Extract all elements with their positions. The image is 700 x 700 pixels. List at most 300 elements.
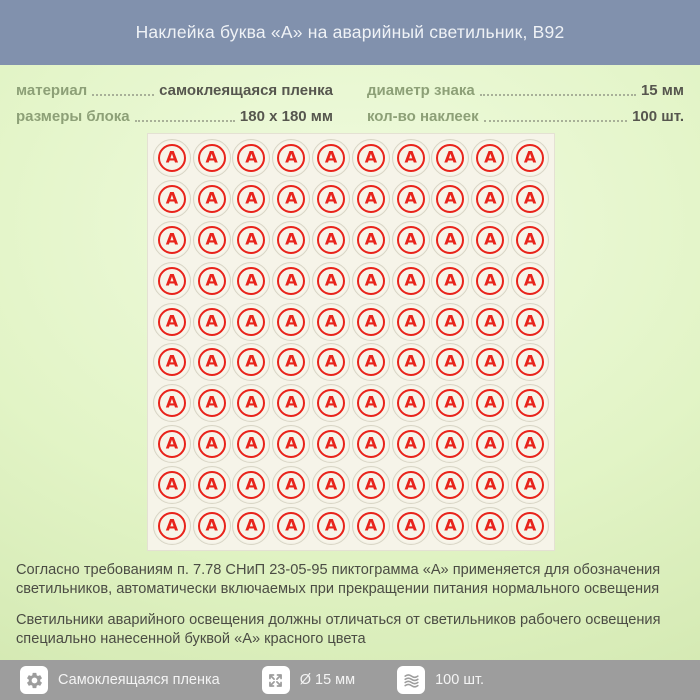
sticker-red-ring — [397, 430, 425, 458]
sticker-diecut-circle — [232, 221, 270, 259]
sticker-letter-a: А — [245, 474, 258, 494]
sticker-a — [311, 138, 351, 179]
sticker-a — [351, 220, 391, 261]
sticker-red-ring — [516, 389, 544, 417]
sticker-diecut-circle — [193, 466, 231, 504]
sticker-diecut-circle — [153, 384, 191, 422]
sticker-letter-a: А — [484, 311, 497, 331]
sticker-red-ring — [237, 267, 265, 295]
sticker-diecut-circle — [392, 221, 430, 259]
sticker-red-ring — [237, 144, 265, 172]
sticker-red-ring — [476, 226, 504, 254]
sticker-letter-a: А — [165, 351, 179, 371]
sticker-a — [192, 383, 232, 424]
sticker-red-ring — [357, 144, 385, 172]
sticker-red-ring — [516, 226, 544, 254]
sticker-a — [391, 179, 431, 220]
sticker-red-ring — [237, 185, 265, 213]
sticker-red-ring — [237, 389, 265, 417]
spec-label: материал — [16, 82, 88, 99]
notes-section — [16, 561, 690, 661]
sticker-a — [510, 260, 550, 301]
spec-row-sticker-count — [367, 106, 684, 125]
sticker-letter-a: А — [165, 270, 179, 290]
sticker-letter-a: А — [245, 392, 258, 412]
sticker-diecut-circle — [312, 262, 350, 300]
sticker-a — [470, 383, 510, 424]
sticker-diecut-circle — [153, 507, 191, 545]
sticker-a — [351, 505, 391, 546]
sticker-letter-a: А — [245, 433, 258, 453]
sticker-red-ring — [516, 267, 544, 295]
sticker-diecut-circle — [431, 384, 469, 422]
sticker-a — [152, 138, 192, 179]
sticker-letter-a: А — [484, 392, 497, 412]
sticker-a — [351, 424, 391, 465]
sticker-letter-a: А — [364, 270, 378, 290]
spec-label: кол-во наклеек — [367, 108, 479, 125]
sticker-red-ring — [237, 348, 265, 376]
sticker-a — [351, 301, 391, 342]
sticker-diecut-circle — [471, 262, 509, 300]
sticker-diecut-circle — [153, 303, 191, 341]
sticker-red-ring — [516, 185, 544, 213]
sticker-letter-a: А — [444, 392, 457, 412]
sticker-a — [311, 505, 351, 546]
sticker-a — [391, 138, 431, 179]
sticker-letter-a: А — [444, 311, 457, 331]
sticker-letter-a: А — [484, 188, 497, 208]
sticker-diecut-circle — [232, 507, 270, 545]
sticker-letter-a: А — [205, 147, 218, 167]
sticker-red-ring — [317, 226, 345, 254]
sticker-letter-a: А — [444, 433, 457, 453]
sticker-letter-a: А — [245, 147, 258, 167]
sticker-diecut-circle — [471, 425, 509, 463]
sticker-letter-a: А — [404, 351, 417, 371]
sticker-a — [152, 179, 192, 220]
sticker-a — [351, 179, 391, 220]
sticker-a — [311, 301, 351, 342]
sticker-red-ring — [357, 267, 385, 295]
sticker-letter-a: А — [165, 229, 179, 249]
sticker-diecut-circle — [511, 343, 549, 381]
sticker-a — [311, 260, 351, 301]
sticker-a — [470, 138, 510, 179]
note-emergency-lights: Светильники аварийного освещения должны отличаться от светильников рабочего освещения специально нанесенной буквой «А» красного цвета — [16, 611, 661, 648]
sticker-red-ring — [277, 267, 305, 295]
sticker-diecut-circle — [431, 262, 469, 300]
sticker-red-ring — [198, 144, 226, 172]
sticker-letter-a: А — [165, 147, 179, 167]
sticker-red-ring — [198, 226, 226, 254]
sticker-a — [391, 301, 431, 342]
sticker-letter-a: А — [205, 270, 218, 290]
sticker-diecut-circle — [232, 384, 270, 422]
sticker-diecut-circle — [352, 139, 390, 177]
sticker-a — [311, 424, 351, 465]
sticker-letter-a: А — [364, 515, 378, 535]
sticker-a — [470, 301, 510, 342]
spec-value: самоклеящаяся пленка — [159, 82, 333, 99]
sticker-diecut-circle — [352, 507, 390, 545]
sticker-diecut-circle — [312, 343, 350, 381]
sticker-a — [311, 383, 351, 424]
sticker-letter-a: А — [324, 433, 338, 453]
sticker-diecut-circle — [193, 384, 231, 422]
page-title: Наклейка буква «А» на аварийный светильник, B92 — [135, 22, 565, 42]
sticker-a — [351, 260, 391, 301]
sticker-a — [152, 342, 192, 383]
sticker-letter-a: А — [364, 351, 378, 371]
dotted-leader — [480, 94, 636, 96]
sticker-diecut-circle — [511, 466, 549, 504]
spec-label: диаметр знака — [367, 82, 475, 99]
sticker-diecut-circle — [392, 180, 430, 218]
sticker-a — [192, 424, 232, 465]
sticker-red-ring — [198, 308, 226, 336]
sticker-letter-a: А — [523, 392, 537, 412]
sticker-a — [431, 464, 471, 505]
sticker-red-ring — [237, 512, 265, 540]
sticker-a — [391, 260, 431, 301]
sticker-letter-a: А — [523, 229, 537, 249]
sticker-a — [152, 505, 192, 546]
sticker-a — [431, 424, 471, 465]
sticker-letter-a: А — [285, 270, 298, 290]
sticker-letter-a: А — [245, 515, 258, 535]
sticker-red-ring — [237, 471, 265, 499]
sticker-letter-a: А — [324, 351, 338, 371]
sticker-diecut-circle — [392, 343, 430, 381]
sticker-letter-a: А — [165, 392, 179, 412]
sticker-letter-a: А — [285, 188, 298, 208]
sticker-a — [510, 301, 550, 342]
sticker-red-ring — [397, 512, 425, 540]
sticker-diecut-circle — [312, 425, 350, 463]
sticker-diecut-circle — [511, 384, 549, 422]
sticker-diecut-circle — [392, 139, 430, 177]
sticker-letter-a: А — [205, 433, 218, 453]
footer-quantity-label: 100 шт. — [435, 672, 485, 688]
sticker-diecut-circle — [272, 262, 310, 300]
sticker-red-ring — [397, 267, 425, 295]
sticker-red-ring — [277, 389, 305, 417]
sticker-letter-a: А — [444, 229, 457, 249]
sticker-a — [431, 179, 471, 220]
sticker-a — [431, 383, 471, 424]
sticker-letter-a: А — [324, 515, 338, 535]
sticker-red-ring — [476, 389, 504, 417]
sticker-diecut-circle — [272, 466, 310, 504]
sticker-a — [271, 260, 311, 301]
sticker-diecut-circle — [511, 180, 549, 218]
spec-value: 180 x 180 мм — [239, 108, 333, 125]
sticker-red-ring — [397, 144, 425, 172]
sticker-red-ring — [317, 512, 345, 540]
sticker-letter-a: А — [285, 229, 298, 249]
sticker-a — [192, 464, 232, 505]
sticker-diecut-circle — [352, 384, 390, 422]
sticker-letter-a: А — [404, 270, 417, 290]
sticker-letter-a: А — [165, 188, 179, 208]
sticker-letter-a: А — [205, 474, 218, 494]
expand-arrows-icon — [262, 666, 290, 694]
spec-row-block-size — [16, 106, 333, 125]
sticker-a — [510, 383, 550, 424]
spec-label: размеры блока — [16, 108, 130, 125]
sticker-diecut-circle — [392, 425, 430, 463]
sticker-letter-a: А — [404, 392, 417, 412]
sticker-letter-a: А — [484, 474, 497, 494]
sticker-letter-a: А — [484, 351, 497, 371]
sticker-diecut-circle — [431, 303, 469, 341]
sticker-diecut-circle — [312, 507, 350, 545]
sticker-a — [311, 342, 351, 383]
sticker-a — [232, 342, 272, 383]
sticker-letter-a: А — [165, 433, 179, 453]
sticker-diecut-circle — [272, 343, 310, 381]
sticker-a — [470, 424, 510, 465]
sticker-letter-a: А — [523, 474, 537, 494]
sticker-a — [192, 342, 232, 383]
sticker-diecut-circle — [392, 466, 430, 504]
sticker-letter-a: А — [404, 474, 417, 494]
sticker-a — [271, 464, 311, 505]
sticker-red-ring — [436, 144, 464, 172]
sticker-diecut-circle — [511, 303, 549, 341]
sticker-diecut-circle — [232, 180, 270, 218]
sticker-diecut-circle — [272, 139, 310, 177]
sticker-letter-a: А — [205, 188, 218, 208]
sticker-diecut-circle — [431, 425, 469, 463]
sticker-red-ring — [436, 430, 464, 458]
sticker-a — [311, 179, 351, 220]
sticker-red-ring — [436, 512, 464, 540]
sticker-a — [470, 179, 510, 220]
gear-icon — [20, 666, 48, 694]
sticker-diecut-circle — [431, 466, 469, 504]
sticker-a — [271, 424, 311, 465]
sticker-diecut-circle — [153, 139, 191, 177]
sticker-a — [152, 301, 192, 342]
sticker-diecut-circle — [193, 343, 231, 381]
sticker-red-ring — [277, 471, 305, 499]
sticker-red-ring — [317, 308, 345, 336]
footer-item-quantity — [397, 666, 484, 694]
sticker-red-ring — [357, 471, 385, 499]
sticker-red-ring — [277, 226, 305, 254]
sticker-letter-a: А — [444, 147, 457, 167]
sticker-red-ring — [397, 226, 425, 254]
sticker-a — [152, 260, 192, 301]
sticker-a — [271, 301, 311, 342]
sticker-letter-a: А — [245, 311, 258, 331]
sticker-diecut-circle — [352, 425, 390, 463]
sticker-red-ring — [158, 348, 186, 376]
sticker-a — [351, 383, 391, 424]
sticker-a — [232, 424, 272, 465]
sticker-red-ring — [436, 226, 464, 254]
sticker-red-ring — [158, 471, 186, 499]
footer-material-label: Самоклеящаяся пленка — [58, 672, 220, 688]
sticker-letter-a: А — [364, 188, 378, 208]
sticker-red-ring — [277, 185, 305, 213]
sticker-a — [470, 220, 510, 261]
sticker-diecut-circle — [471, 180, 509, 218]
sticker-a — [431, 138, 471, 179]
sticker-red-ring — [476, 348, 504, 376]
sticker-letter-a: А — [324, 229, 338, 249]
sticker-a — [431, 260, 471, 301]
sticker-a — [391, 383, 431, 424]
sticker-letter-a: А — [245, 351, 258, 371]
sticker-diecut-circle — [511, 425, 549, 463]
footer-item-diameter — [262, 666, 355, 694]
sticker-a — [271, 138, 311, 179]
sticker-a — [311, 464, 351, 505]
sticker-red-ring — [397, 185, 425, 213]
sticker-a — [510, 220, 550, 261]
sticker-diecut-circle — [471, 343, 509, 381]
sticker-letter-a: А — [364, 229, 378, 249]
sticker-diecut-circle — [272, 180, 310, 218]
sticker-a — [391, 464, 431, 505]
sticker-diecut-circle — [312, 180, 350, 218]
dotted-leader — [92, 94, 154, 96]
footer-item-material — [20, 666, 220, 694]
sticker-letter-a: А — [404, 188, 417, 208]
sticker-a — [192, 301, 232, 342]
sticker-a — [431, 342, 471, 383]
sticker-a — [470, 505, 510, 546]
sticker-letter-a: А — [245, 188, 258, 208]
sticker-letter-a: А — [523, 515, 537, 535]
sticker-letter-a: А — [444, 188, 457, 208]
sticker-letter-a: А — [165, 515, 179, 535]
sticker-red-ring — [158, 308, 186, 336]
sticker-a — [470, 260, 510, 301]
sticker-diecut-circle — [471, 384, 509, 422]
spec-column-right — [367, 80, 684, 125]
sticker-red-ring — [357, 512, 385, 540]
sticker-red-ring — [476, 267, 504, 295]
sticker-red-ring — [158, 267, 186, 295]
sticker-diecut-circle — [392, 303, 430, 341]
sticker-diecut-circle — [193, 303, 231, 341]
sticker-red-ring — [277, 144, 305, 172]
sticker-a — [192, 220, 232, 261]
sticker-diecut-circle — [352, 180, 390, 218]
sticker-red-ring — [317, 267, 345, 295]
sticker-sheet — [147, 133, 555, 551]
sticker-red-ring — [317, 348, 345, 376]
sticker-letter-a: А — [285, 392, 298, 412]
spec-value: 100 шт. — [632, 108, 684, 125]
sticker-letter-a: А — [245, 270, 258, 290]
sticker-diecut-circle — [392, 384, 430, 422]
sticker-red-ring — [476, 471, 504, 499]
sticker-letter-a: А — [444, 515, 457, 535]
sticker-red-ring — [516, 512, 544, 540]
sticker-red-ring — [317, 471, 345, 499]
sticker-red-ring — [476, 430, 504, 458]
sticker-diecut-circle — [193, 425, 231, 463]
sticker-red-ring — [357, 226, 385, 254]
sticker-red-ring — [357, 430, 385, 458]
sticker-diecut-circle — [272, 303, 310, 341]
sticker-a — [510, 179, 550, 220]
sticker-a — [351, 138, 391, 179]
sticker-diecut-circle — [312, 303, 350, 341]
sticker-diecut-circle — [232, 262, 270, 300]
sticker-diecut-circle — [232, 425, 270, 463]
sticker-letter-a: А — [324, 474, 338, 494]
sticker-diecut-circle — [232, 466, 270, 504]
sticker-letter-a: А — [364, 433, 378, 453]
sticker-diecut-circle — [153, 466, 191, 504]
sticker-letter-a: А — [324, 270, 338, 290]
sticker-a — [351, 342, 391, 383]
sticker-diecut-circle — [272, 507, 310, 545]
sticker-red-ring — [397, 348, 425, 376]
sticker-red-ring — [436, 185, 464, 213]
sticker-diecut-circle — [352, 343, 390, 381]
dotted-leader — [484, 120, 628, 122]
sticker-a — [232, 301, 272, 342]
sticker-letter-a: А — [245, 229, 258, 249]
sticker-a — [271, 220, 311, 261]
sticker-letter-a: А — [523, 311, 537, 331]
sticker-diecut-circle — [431, 180, 469, 218]
sticker-red-ring — [277, 348, 305, 376]
sticker-diecut-circle — [193, 221, 231, 259]
sticker-a — [510, 138, 550, 179]
sticker-diecut-circle — [193, 180, 231, 218]
sticker-letter-a: А — [205, 311, 218, 331]
sticker-letter-a: А — [165, 311, 179, 331]
sticker-a — [271, 179, 311, 220]
sticker-a — [391, 342, 431, 383]
sticker-diecut-circle — [471, 221, 509, 259]
sticker-diecut-circle — [511, 262, 549, 300]
sticker-a — [431, 220, 471, 261]
sticker-a — [391, 220, 431, 261]
sticker-diecut-circle — [312, 139, 350, 177]
sticker-red-ring — [158, 226, 186, 254]
sticker-red-ring — [317, 185, 345, 213]
sticker-red-ring — [237, 226, 265, 254]
sticker-letter-a: А — [205, 515, 218, 535]
sticker-letter-a: А — [444, 474, 457, 494]
sticker-diecut-circle — [352, 303, 390, 341]
sticker-a — [311, 220, 351, 261]
sticker-diecut-circle — [232, 343, 270, 381]
spec-column-left — [16, 80, 333, 125]
sticker-diecut-circle — [153, 180, 191, 218]
sticker-diecut-circle — [431, 343, 469, 381]
sticker-red-ring — [277, 512, 305, 540]
sticker-diecut-circle — [392, 507, 430, 545]
sticker-diecut-circle — [193, 262, 231, 300]
spec-table — [16, 80, 684, 125]
sticker-a — [232, 505, 272, 546]
sticker-red-ring — [158, 512, 186, 540]
sticker-diecut-circle — [272, 221, 310, 259]
sticker-letter-a: А — [404, 515, 417, 535]
sticker-letter-a: А — [324, 311, 338, 331]
sticker-a — [152, 383, 192, 424]
